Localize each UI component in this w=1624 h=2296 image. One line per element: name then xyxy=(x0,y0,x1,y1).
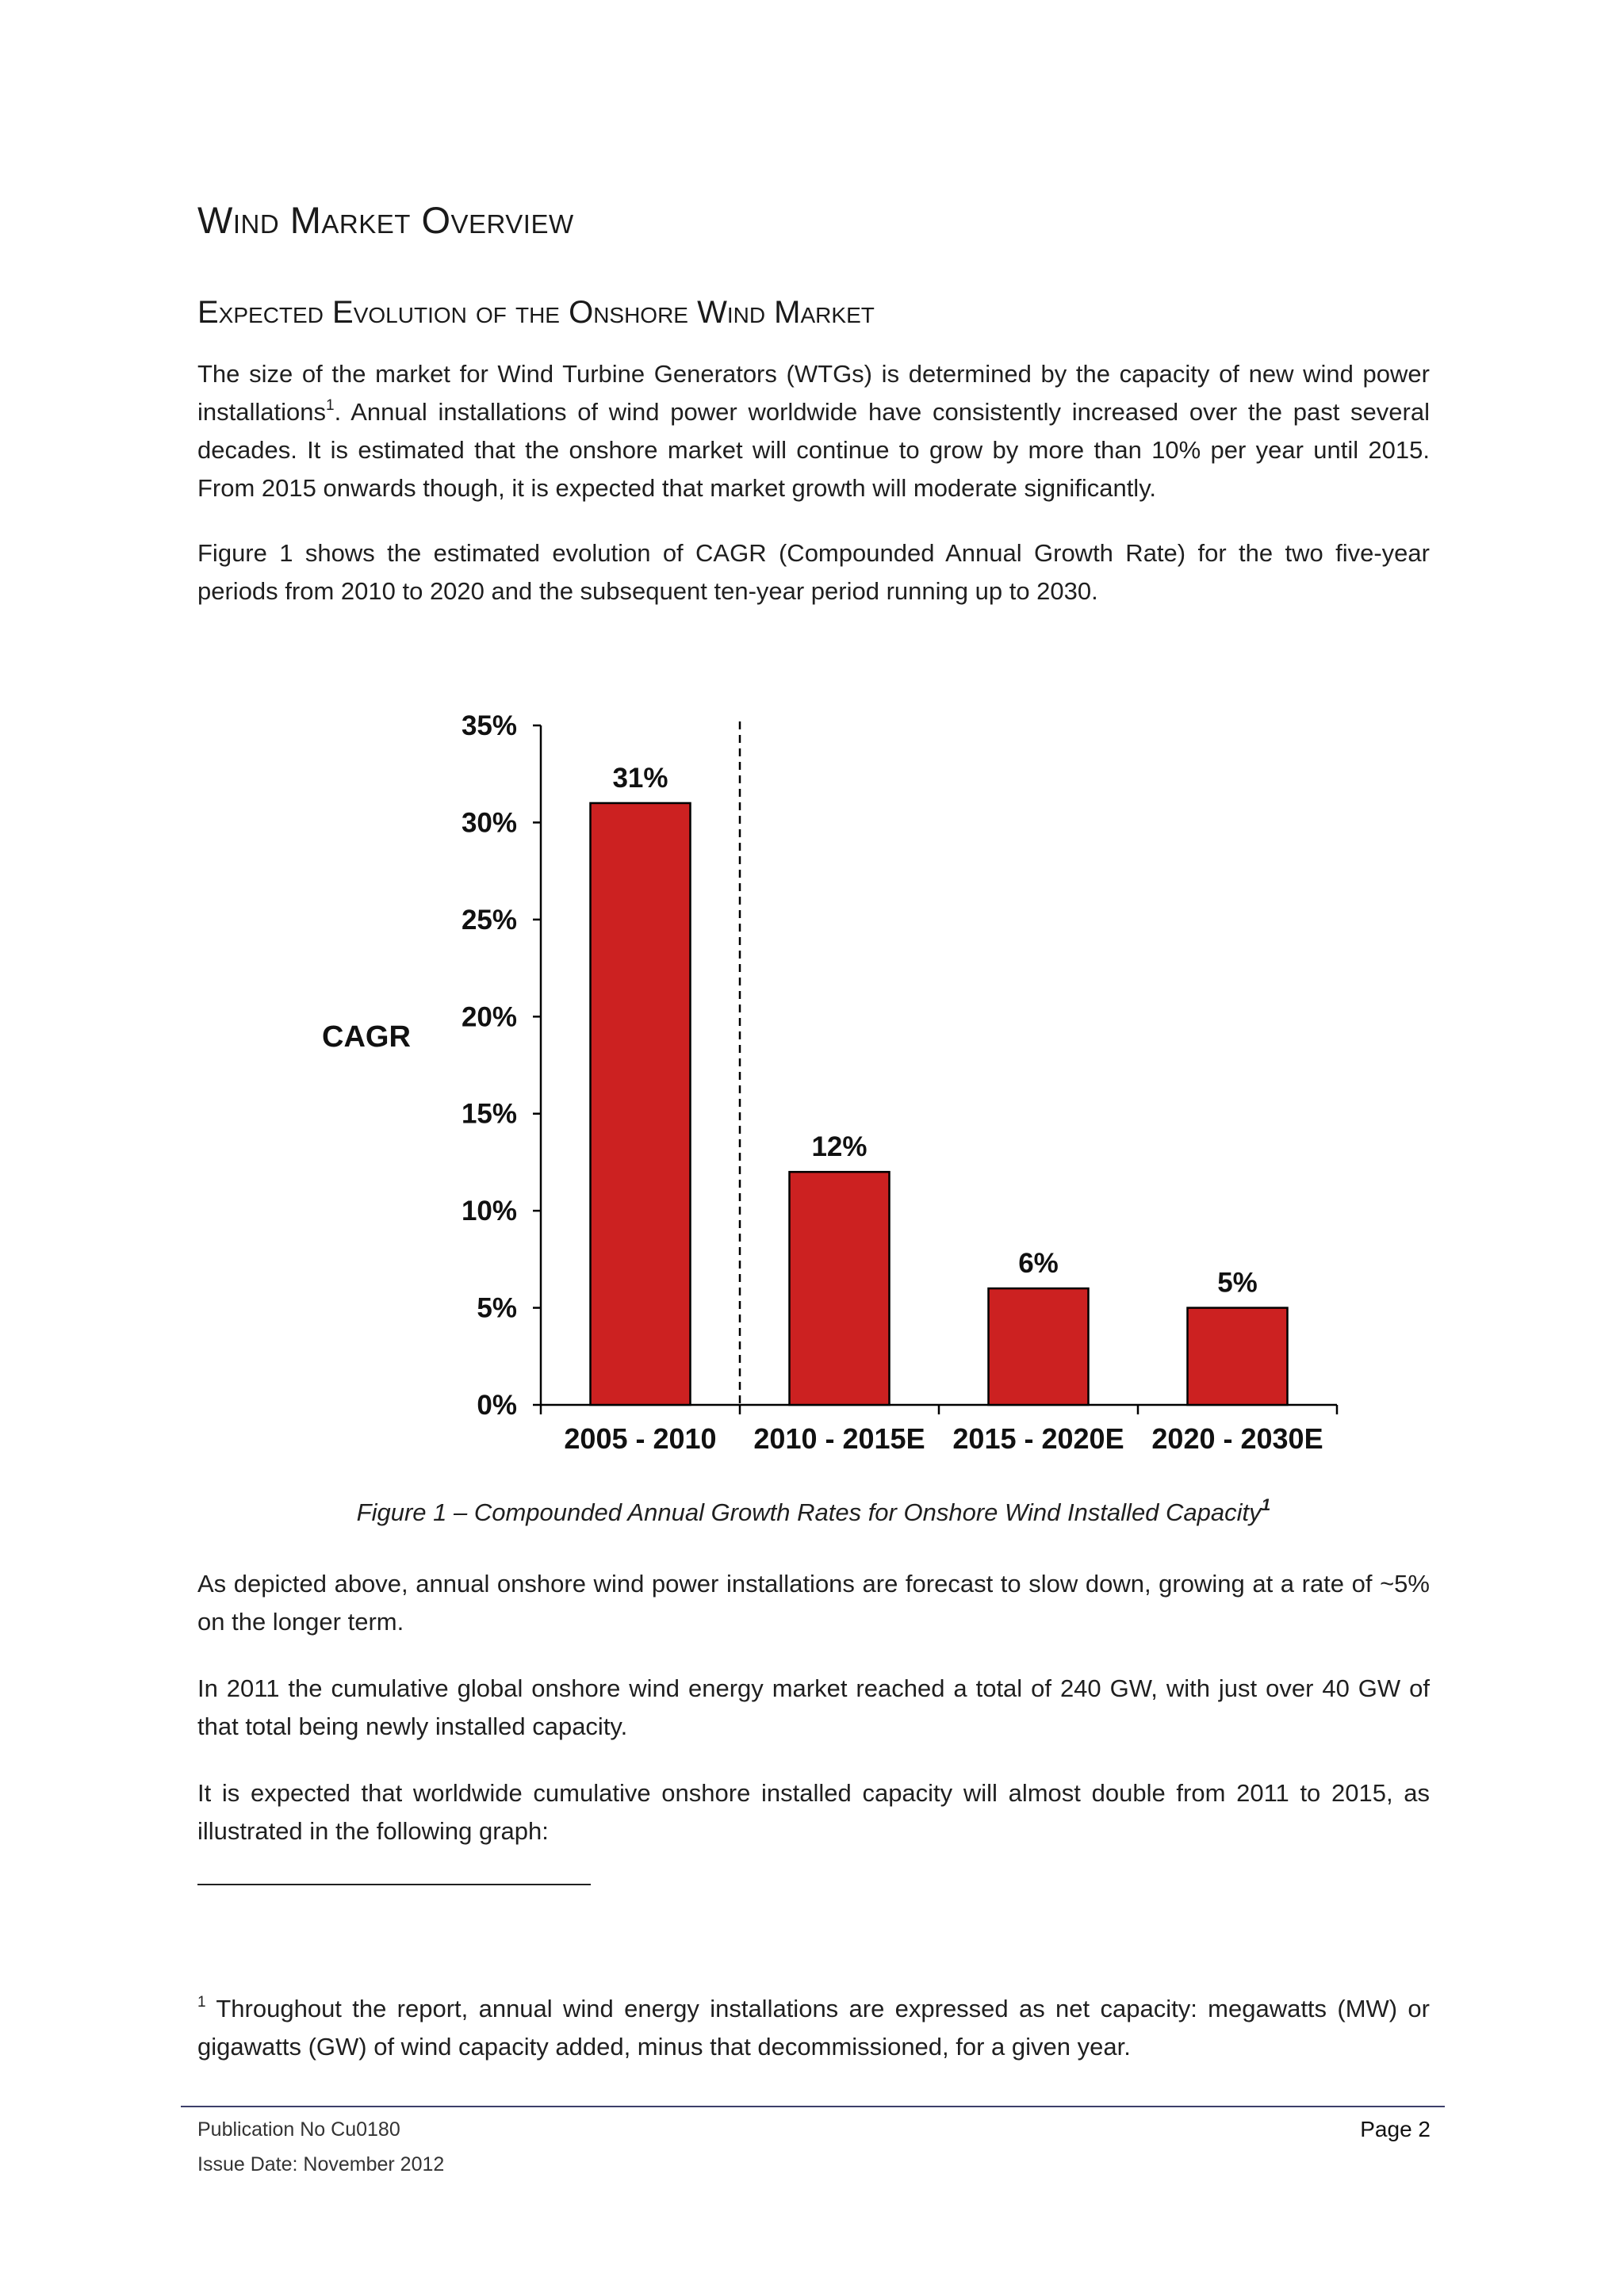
y-tick-label: 5% xyxy=(477,1292,517,1324)
bar-data-label: 5% xyxy=(1217,1267,1258,1299)
y-tick-label: 20% xyxy=(461,1001,517,1033)
figure-caption xyxy=(197,1495,1430,1527)
issue-date: Issue Date: November 2012 xyxy=(197,2153,445,2175)
footnote-text: Throughout the report, annual wind energy installations are expressed as net capacity: megawatts (MW) or gigawatts (GW) of wind capacity added, minus that decommissioned, for a given year. xyxy=(197,1995,1430,2061)
x-category-label: 2005 - 2010 xyxy=(564,1422,717,1455)
bar-data-label: 31% xyxy=(612,762,668,794)
bar xyxy=(790,1172,890,1405)
bar-data-label: 6% xyxy=(1018,1248,1059,1280)
y-tick-label: 25% xyxy=(461,904,517,936)
forecast-paragraph: As depicted above, annual onshore wind power installations are forecast to slow down, growing at a rate of ~5% on the longer term. xyxy=(197,1570,1430,1636)
bar-data-label: 12% xyxy=(811,1131,868,1163)
publication-number: Publication No Cu0180 xyxy=(197,2118,400,2141)
y-tick-label: 15% xyxy=(461,1098,517,1130)
y-tick-label: 30% xyxy=(461,807,517,839)
section-heading: Expected Evolution of the Onshore Wind Market xyxy=(197,295,875,330)
x-category-label: 2010 - 2015E xyxy=(753,1422,925,1455)
bar xyxy=(989,1288,1089,1405)
page-number: Page 2 xyxy=(1360,2117,1431,2141)
footer-separator xyxy=(181,2106,1445,2107)
bar xyxy=(1188,1308,1288,1405)
y-tick-label: 35% xyxy=(461,710,517,741)
y-axis-title: CAGR xyxy=(322,1020,411,1054)
x-category-label: 2020 - 2030E xyxy=(1151,1422,1323,1455)
market-2011-paragraph: In 2011 the cumulative global onshore wind energy market reached a total of 240 GW, with just over 40 GW of that total being newly installed capacity. xyxy=(197,1674,1430,1740)
caption-footnote-reference: 1 xyxy=(1261,1495,1271,1514)
x-category-label: 2015 - 2020E xyxy=(952,1422,1124,1455)
figure-caption-text: Figure 1 – Compounded Annual Growth Rates for Onshore Wind Installed Capacity xyxy=(356,1498,1262,1526)
y-tick-label: 0% xyxy=(477,1390,517,1421)
y-tick-label: 10% xyxy=(461,1196,517,1227)
intro-text-part-1: The size of the market for Wind Turbine Generators (WTGs) is determined by the capacity of new wind power installations xyxy=(197,360,1430,426)
bar xyxy=(591,803,691,1405)
page-title: Wind Market Overview xyxy=(197,199,574,241)
footnote xyxy=(197,1990,1430,2066)
footnote-number: 1 xyxy=(197,1993,206,2011)
footnote-separator xyxy=(197,1884,591,1885)
figure-intro-paragraph: Figure 1 shows the estimated evolution of CAGR (Compounded Annual Growth Rate) for the two five-year periods from 2010 to 2020 and the subsequent ten-year period running up to 2030. xyxy=(197,539,1430,605)
intro-text-part-2: . Annual installations of wind power worldwide have consistently increased over the past several decades. It is estimated that the onshore market will continue to grow by more than 10% per year until 2015. From 2015 onwards though, it is expected that market growth will moderate significantly. xyxy=(197,398,1430,502)
capacity-outlook-paragraph: It is expected that worldwide cumulative onshore installed capacity will almost double from 2011 to 2015, as illustrated in the following graph: xyxy=(197,1779,1430,1845)
footnote-reference: 1 xyxy=(325,396,335,414)
